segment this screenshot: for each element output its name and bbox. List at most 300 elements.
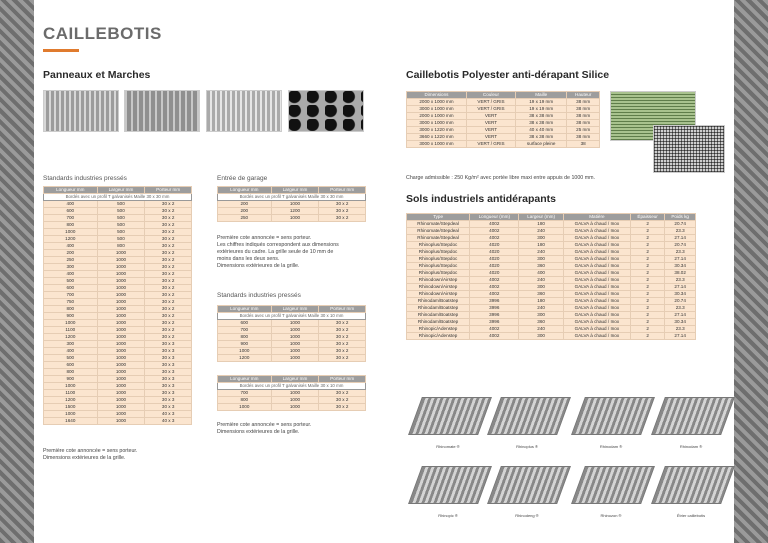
table-cell: 30 x 2 [319,397,366,404]
table-cell: 1000 [97,292,145,299]
note-line: Les chiffres indiqués correspondent aux dimensions [217,242,339,248]
product-photo [571,466,655,504]
table-row [218,397,366,404]
table-cell: 30 x 3 [145,348,192,355]
table-cell: 38 [567,141,600,148]
table-cell: 1000 [44,229,98,236]
std2b-table [217,375,366,411]
table-cell: 700 [44,292,98,299]
table-row [407,235,696,242]
table-cell: 1200 [271,208,319,215]
column-header: Largeur mm [271,187,319,194]
table-row [218,348,366,355]
table-cell: 30.34 [665,263,696,270]
table-cell: 1000 [44,320,98,327]
table-cell: 1000 [271,397,319,404]
table-cell: GALVA à chaud / Inox [563,305,630,312]
product-label: Rhinodam ® [679,444,703,449]
table-cell: 1200 [44,334,98,341]
note-line: extérieures du cadre. La grille seule de 10 mm de [217,249,334,255]
table-cell: 2 [630,235,664,242]
table-cell: 1000 [97,404,145,411]
poly-table [406,91,600,148]
table-cell: 30 x 2 [145,250,192,257]
table-cell: 1000 [97,264,145,271]
table-cell: 30 x 2 [319,355,366,362]
table-cell: 30 x 2 [145,222,192,229]
table-cell: GALVA à chaud / Inox [563,333,630,340]
table-cell: Rhinoplus/Stepdoc [407,242,470,249]
table-row [218,215,366,222]
table-cell: 1000 [97,313,145,320]
table-cell: 1000 [97,369,145,376]
table-cell: VERT [466,127,515,134]
sols-table [406,213,696,340]
table-row [218,355,366,362]
table-cell: 30 x 2 [145,313,192,320]
right-border-decoration [734,0,768,543]
table-cell: 1640 [44,418,98,425]
table-cell: Rhinodam/Boatstep [407,305,470,312]
table-cell: 4002 [470,333,519,340]
table-cell: 30 x 2 [145,271,192,278]
table-cell: 1000 [97,355,145,362]
table-cell: GALVA à chaud / Inox [563,256,630,263]
garage-note [217,235,339,270]
table-cell: 30 x 2 [319,334,366,341]
table-cell: GALVA à chaud / Inox [563,221,630,228]
note-line: moins dans les deux sens. [217,256,280,262]
table-cell: Rhinodown/Airstep [407,277,470,284]
std-title: Standards industries pressés [43,175,127,182]
table-cell: 1000 [271,320,319,327]
table-cell: 1000 [97,320,145,327]
page-title: CAILLEBOTIS [43,24,162,43]
table-cell: 2 [630,228,664,235]
table-row [407,291,696,298]
table-cell: 180 [519,242,563,249]
table-cell: 3000 x 1000 mm [407,106,467,113]
table-cell: 38.02 [665,270,696,277]
table-cell: 2 [630,263,664,270]
table-cell: 38 x 38 mm [516,113,567,120]
table-cell: 19 x 19 mm [516,106,567,113]
table-cell: 30.34 [665,319,696,326]
table-cell: surface pleine [516,141,567,148]
table-cell: 30 x 2 [319,390,366,397]
table-cell: 30 x 2 [145,201,192,208]
table-cell: 30 x 2 [319,341,366,348]
table-cell: 1000 [97,257,145,264]
table-row [44,418,192,425]
table-cell: 1000 [271,390,319,397]
table-caption: Bordés avec un profil T galvanisés Maille 30 x 10 mm [218,313,366,320]
table-cell: VERT [466,120,515,127]
table-cell: 400 [44,201,98,208]
table-cell: 1000 [97,397,145,404]
table-row [44,306,192,313]
table-cell: 250 [44,257,98,264]
table-cell: 2 [630,277,664,284]
table-cell: 30 x 2 [145,229,192,236]
table-row [44,327,192,334]
table-row [44,243,192,250]
table-cell: 1000 [271,334,319,341]
table-cell: 3996 [470,305,519,312]
table-cell: 300 [44,341,98,348]
table-cell: 38 mm [567,120,600,127]
table-cell: 27.14 [665,312,696,319]
table-cell: VERT / GRIS [466,99,515,106]
table-cell: 400 [44,348,98,355]
table-cell: 30 x 2 [319,215,366,222]
table-cell: 600 [218,320,272,327]
table-cell: 1000 [271,341,319,348]
note-line: Première cote annoncée = sens porteur. [43,448,138,454]
table-cell: 1000 [271,348,319,355]
product-photo [487,397,571,435]
table-cell: Rhinodam/Boatstep [407,298,470,305]
table-cell: GALVA à chaud / Inox [563,284,630,291]
table-cell: 250 [218,215,272,222]
table-row [218,404,366,411]
table-cell: 4002 [470,235,519,242]
table-row [407,298,696,305]
table-row [218,390,366,397]
table-cell: 2 [630,326,664,333]
photo-grating-4 [288,90,364,132]
table-cell: 1000 [97,383,145,390]
table-cell: 30 x 3 [145,390,192,397]
table-cell: 500 [97,236,145,243]
photo-grating-1 [43,90,119,132]
table-row [44,397,192,404]
table-cell: 3996 [470,298,519,305]
table-row [407,284,696,291]
table-row [407,242,696,249]
table-cell: 30 x 2 [319,201,366,208]
table-cell: Rhinopic/Adenstep [407,326,470,333]
table-cell: 30 x 2 [319,327,366,334]
table-cell: 1200 [218,355,272,362]
table-cell: 40 x 3 [145,411,192,418]
table-cell: 500 [97,229,145,236]
table-cell: 4002 [470,277,519,284]
table-cell: 1000 [97,285,145,292]
table-cell: 1000 [97,341,145,348]
table-cell: 1000 [97,299,145,306]
std2a-table [217,305,366,362]
table-row [218,208,366,215]
table-cell: 2 [630,249,664,256]
table-cell: 300 [519,256,563,263]
table-cell: GALVA à chaud / Inox [563,228,630,235]
table-cell: GALVA à chaud / Inox [563,326,630,333]
table-cell: Rhinodam/Boatstep [407,312,470,319]
table-row [407,326,696,333]
table-cell: 240 [519,305,563,312]
table-cell: 1000 [271,327,319,334]
table-cell: 30 x 2 [145,334,192,341]
table-cell: 23.3 [665,326,696,333]
table-caption: Bordés avec un profil T galvanisés Maille 30 x 30 mm [44,194,192,201]
product-photo [651,466,735,504]
column-header: Poids kg [665,214,696,221]
table-cell: 38 mm [567,113,600,120]
table-row [44,215,192,222]
table-cell: 1000 [97,271,145,278]
table-cell: 30 x 2 [145,278,192,285]
std2-note [217,422,311,436]
table-cell: 25 mm [567,127,600,134]
table-cell: 240 [519,277,563,284]
table-row [407,120,600,127]
table-cell: GALVA à chaud / Inox [563,242,630,249]
table-cell: 2 [630,221,664,228]
table-row [407,263,696,270]
table-cell: Rhinopic/Adenstep [407,333,470,340]
table-cell: 200 [218,208,272,215]
table-cell: 1000 [97,306,145,313]
column-header: Maille [516,92,567,99]
note-line: Dimensions extérieures de la grille. [43,455,126,461]
table-cell: 400 [44,271,98,278]
table-cell: 1000 [97,327,145,334]
table-cell: 300 [44,264,98,271]
table-cell: 2 [630,256,664,263]
table-cell: 30 x 2 [145,243,192,250]
product-photo [571,397,655,435]
table-cell: 2 [630,284,664,291]
column-header: Largeur mm [271,306,319,313]
table-row [44,390,192,397]
table-row [218,201,366,208]
table-cell: 1000 [97,250,145,257]
table-cell: 300 [519,235,563,242]
table-cell: 2 [630,319,664,326]
photo-polyester-grey [653,125,725,173]
table-cell: 30 x 3 [145,404,192,411]
table-row [44,383,192,390]
heading-polyester: Caillebotis Polyester anti-dérapant Silice [406,69,610,81]
column-header: Porteur mm [319,187,366,194]
garage-table [217,186,366,222]
table-cell: 900 [44,376,98,383]
table-cell: 1100 [44,327,98,334]
table-cell: 900 [218,341,272,348]
table-cell: 38 mm [567,134,600,141]
table-row [44,404,192,411]
table-cell: 30 x 2 [319,208,366,215]
table-cell: VERT / GRIS [466,106,515,113]
table-cell: 20.74 [665,242,696,249]
table-cell: 240 [519,326,563,333]
table-cell: Rhinomate/Stepdeal [407,235,470,242]
column-header: Largeur mm [97,187,145,194]
table-row [44,250,192,257]
table-row [44,348,192,355]
table-cell: 3000 x 1220 mm [407,127,467,134]
table-cell: 23.3 [665,277,696,284]
table-row [44,411,192,418]
table-cell: 500 [44,278,98,285]
table-cell: 1000 [97,376,145,383]
table-cell: 30 x 2 [145,236,192,243]
table-cell: 400 [519,270,563,277]
table-cell: 4002 [470,228,519,235]
table-cell: 4002 [470,291,519,298]
table-row [407,319,696,326]
table-cell: 1000 [271,201,319,208]
table-cell: 900 [44,313,98,320]
table-cell: 30 x 2 [145,327,192,334]
table-cell: 4002 [470,221,519,228]
table-cell: Rhinoplus/Stepdoc [407,256,470,263]
table-cell: GALVA à chaud / Inox [563,312,630,319]
table-cell: 700 [218,390,272,397]
table-row [218,320,366,327]
table-cell: 27.14 [665,333,696,340]
table-cell: 4020 [470,270,519,277]
table-cell: 400 [44,243,98,250]
table-cell: 38 mm [567,99,600,106]
table-row [44,369,192,376]
table-cell: 700 [44,215,98,222]
product-label: Rhinozon ® [600,513,622,518]
table-cell: Rhinodam/Boatstep [407,319,470,326]
note-line: Dimensions extérieures de la grille. [217,429,300,435]
table-cell: 1000 [44,411,98,418]
table-cell: 30 x 2 [319,348,366,355]
table-cell: 200 [218,201,272,208]
column-header: Longueur mm [218,187,272,194]
table-cell: 2 [630,333,664,340]
note-line: Dimensions extérieures de la grille. [217,263,300,269]
table-cell: 30 x 3 [145,369,192,376]
table-row [44,201,192,208]
table-row [218,327,366,334]
table-cell: 500 [97,222,145,229]
table-cell: VERT / GRIS [466,141,515,148]
column-header: Porteur mm [319,306,366,313]
table-cell: 1000 [271,215,319,222]
table-cell: Rhinodown/Airstep [407,284,470,291]
table-cell: 40 x 40 mm [516,127,567,134]
table-row [44,229,192,236]
table-row [407,277,696,284]
table-row [218,341,366,348]
table-row [44,376,192,383]
table-cell: 800 [44,369,98,376]
table-row [44,313,192,320]
heading-panneaux: Panneaux et Marches [43,69,151,81]
table-cell: VERT [466,113,515,120]
table-cell: 30 x 2 [145,215,192,222]
table-row [44,222,192,229]
table-cell: 1000 [271,404,319,411]
column-header: Largeur (mm) [519,214,563,221]
table-row [407,127,600,134]
table-cell: 1000 [97,348,145,355]
table-cell: 1000 [218,404,272,411]
table-cell: 30 x 3 [145,341,192,348]
table-cell: 800 [97,243,145,250]
table-cell: 38 x 38 mm [516,134,567,141]
table-cell: 4020 [470,256,519,263]
product-label: Rhinoplus ® [516,444,538,449]
table-cell: 1000 [97,334,145,341]
table-cell: GALVA à chaud / Inox [563,249,630,256]
column-header: Type [407,214,470,221]
table-cell: 600 [44,285,98,292]
table-row [407,333,696,340]
table-cell: 180 [519,221,563,228]
column-header: Longueur mm [218,306,272,313]
table-cell: 40 x 3 [145,418,192,425]
table-row [407,270,696,277]
table-cell: Rhinomate/Stepdeal [407,228,470,235]
table-row [44,362,192,369]
table-cell: 20.74 [665,298,696,305]
table-cell: 3996 [470,312,519,319]
table-cell: 3996 [470,319,519,326]
table-row [44,257,192,264]
photo-grating-2 [124,90,200,132]
table-cell: 600 [44,362,98,369]
table-row [407,256,696,263]
table-row [44,271,192,278]
table-row [407,99,600,106]
column-header: Dimensions [407,92,467,99]
table-cell: 1200 [44,397,98,404]
table-cell: 30 x 3 [145,376,192,383]
product-label: Rhinodam ® [599,444,623,449]
table-caption: Bordés avec un profil T galvanisés Maille 30 x 30 mm [218,194,366,201]
table-row [407,312,696,319]
table-cell: 700 [218,327,272,334]
table-row [44,285,192,292]
poly-note: Charge admissible : 250 Kg/m² avec portée libre maxi entre appuis de 1000 mm. [406,175,596,181]
table-cell: 360 [519,291,563,298]
table-row [44,334,192,341]
column-header: Longueur (mm) [470,214,519,221]
table-cell: 500 [44,355,98,362]
table-cell: 20.74 [665,221,696,228]
table-cell: 1000 [97,411,145,418]
table-cell: 800 [218,334,272,341]
table-cell: 1200 [44,236,98,243]
left-border-decoration [0,0,34,543]
product-photo [408,466,492,504]
table-row [44,341,192,348]
table-row [407,221,696,228]
table-cell: 1000 [97,418,145,425]
table-cell: 30 x 2 [145,208,192,215]
table-row [44,208,192,215]
table-cell: 30 x 2 [145,299,192,306]
table-cell: 240 [519,249,563,256]
column-header: Porteur mm [145,187,192,194]
table-cell: GALVA à chaud / Inox [563,277,630,284]
table-cell: 600 [44,208,98,215]
table-cell: 3660 x 1220 mm [407,134,467,141]
column-header: Épaisseur [630,214,664,221]
table-cell: 800 [44,222,98,229]
table-cell: 4002 [470,284,519,291]
table-cell: 2 [630,291,664,298]
garage-title: Entrée de garage [217,175,268,182]
table-cell: 30 x 3 [145,355,192,362]
